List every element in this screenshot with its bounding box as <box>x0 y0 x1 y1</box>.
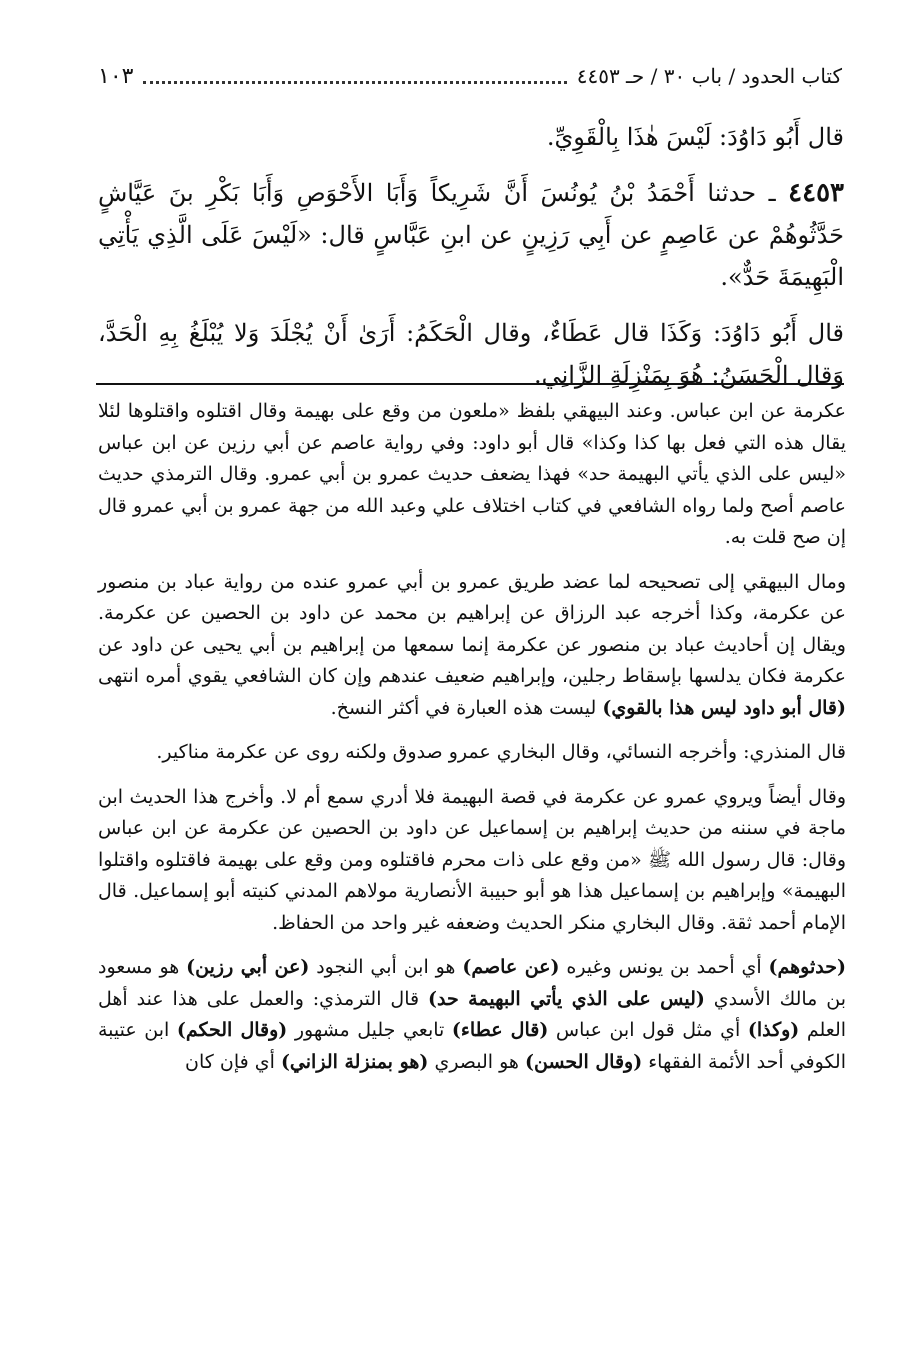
footnote-divider <box>96 383 844 385</box>
commentary-text: هو ابن أبي النجود <box>309 956 463 978</box>
commentary-text: أي مثل قول ابن عباس <box>548 1019 748 1041</box>
quoted-phrase: (حدثوهم) <box>768 956 846 978</box>
commentary-text: أي أحمد بن يونس وغيره <box>559 956 769 978</box>
commentary-text: هو مسعود بن مالك الأسدي <box>98 956 846 1010</box>
quoted-phrase: (ليس على الذي يأتي البهيمة حد) <box>427 987 705 1010</box>
running-title: كتاب الحدود / باب ٣٠ / حـ ٤٤٥٣ <box>576 64 842 88</box>
commentary-text: قال الترمذي: والعمل على هذا عند أهل العلم <box>98 987 847 1041</box>
hadith-text: ـ حدثنا أَحْمَدُ بْنُ يُونُسَ أَنَّ شَرِيكاً وَأَبَا الأَحْوَصِ وَأَبَا بَكْرِ بنَ عَيَّاشٍ حَدَّثُوهُمْ عن عَاصِمٍ عن أَبِي رَزِينٍ عن ابنِ عَبَّاسٍ قال: «لَيْسَ عَلَى الَّذِي يَأْتِي الْبَهِيمَةَ حَدٌّ». <box>98 179 844 291</box>
page-header <box>98 56 842 96</box>
commentary-text: أي فإن كان <box>185 1050 281 1073</box>
commentary-text: ابن عتيبة الكوفي أحد الأئمة الفقهاء <box>98 1019 846 1073</box>
main-text <box>98 116 844 410</box>
hadith-paragraph <box>98 172 844 298</box>
commentary-paragraph <box>98 952 846 1078</box>
commentary-text: ليست هذه العبارة في أكثر النسخ. <box>330 696 603 719</box>
commentary-paragraph <box>98 737 846 769</box>
commentary-text: ومال البيهقي إلى تصحيحه لما عضد طريق عمرو بن أبي عمرو عنده من رواية عباد بن منصور عن عكرمة، وكذا أخرجه عبد الرزاق عن إبراهيم بن محمد عن داود بن الحصين عن عكرمة. ويقال إن أحاديث عباد بن منصور عن عكرمة إنما سمعها من إبراهيم بن أبي يحيى عن داود عن عكرمة فكان يدلسها بإسقاط رجلين، وإبراهيم ضعيف عندهم وإن كان الشافعي يقوي أمره انتهى <box>98 570 846 687</box>
commentary-text: تابعي جليل مشهور <box>287 1019 452 1041</box>
quoted-phrase: (عن أبي رزين) <box>186 956 310 978</box>
page-number: ١٠٣ <box>98 63 134 89</box>
quoted-phrase: (قال عطاء) <box>451 1019 549 1041</box>
header-leader-dots <box>143 81 566 84</box>
quoted-phrase: (وقال الحسن) <box>525 1050 643 1073</box>
main-line: قال أَبُو دَاوُدَ: لَيْسَ هٰذَا بِالْقَوِيِّ. <box>546 123 844 151</box>
commentary-text: عكرمة عن ابن عباس. وعند البيهقي بلفظ «ملعون من وقع على بهيمة وقال اقتلوه واقتلوها لئلا يقال هذه التي فعل بها كذا وكذا» قال أبو داود: وفي رواية عاصم عن أبي رزين عن ابن عباس «ليس على الذي يأتي البهيمة حد» فهذا يضعف حديث عمرو بن أبي عمرو. وقال الترمذي حديث عاصم أصح ولما رواه الشافعي في كتاب اختلاف علي وعبد الله من جهة عمرو بن أبي عمرو قال إن صح قلت به. <box>98 400 846 548</box>
quoted-phrase: (وقال الحكم) <box>176 1019 288 1041</box>
quoted-phrase: (عن عاصم) <box>462 956 560 978</box>
quoted-phrase: (قال أبو داود ليس هذا بالقوي) <box>602 696 846 719</box>
quoted-phrase: (هو بمنزلة الزاني) <box>280 1050 429 1073</box>
main-paragraph <box>98 116 844 158</box>
commentary <box>98 396 846 1078</box>
quoted-phrase: (وكذا) <box>747 1019 800 1041</box>
commentary-paragraph <box>98 782 846 940</box>
commentary-paragraph <box>98 567 846 725</box>
commentary-paragraph <box>98 396 846 554</box>
commentary-text: قال المنذري: وأخرجه النسائي، وقال البخاري عمرو صدوق ولكنه روى عن عكرمة مناكير. <box>156 741 846 763</box>
hadith-number: ٤٤٥٣ <box>788 178 844 208</box>
main-line: قال أَبُو دَاوُدَ: وَكَذَا قال عَطَاءٌ، وقال الْحَكَمُ: أَرَىٰ أَنْ يُجْلَدَ وَلا يُبْلَغُ بِهِ الْحَدَّ، وَقال الْحَسَنُ: هُوَ بِمَنْزِلَةِ الزَّانِي. <box>98 319 844 389</box>
commentary-text: وقال أيضاً ويروي عمرو عن عكرمة في قصة البهيمة فلا أدري سمع أم لا. وأخرج هذا الحديث ابن ماجة في سننه من حديث إبراهيم بن إسماعيل عن داود بن الحصين عن عكرمة عن ابن عباس وقال: قال رسول الله ﷺ «من وقع على ذات محرم فاقتلوه ومن وقع على بهيمة فاقتلوه واقتلوا البهيمة» وإبراهيم بن إسماعيل هذا هو أبو حبيبة الأنصارية مولاهم المدني كنيته أبو إسماعيل. قال الإمام أحمد ثقة. وقال البخاري منكر الحديث وضعفه غير واحد من الحفاظ. <box>98 785 846 934</box>
commentary-text: هو البصري <box>428 1050 525 1073</box>
